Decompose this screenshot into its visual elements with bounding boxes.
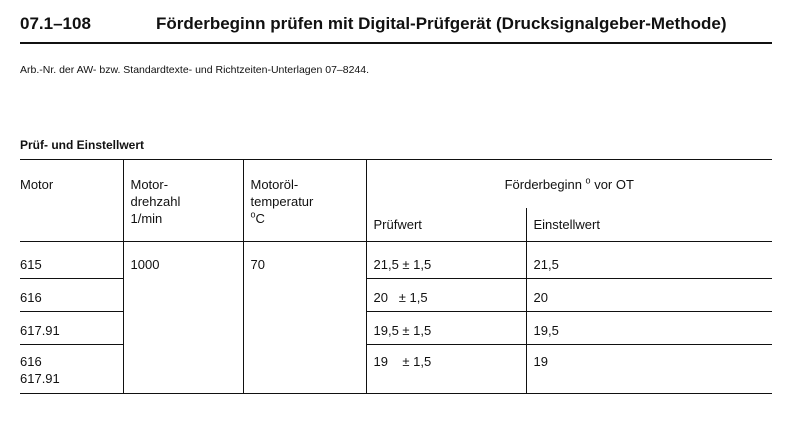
header-drehzahl-unit: 1/min <box>130 211 163 226</box>
pruefwert-value: 19 ± 1,5 <box>373 354 432 369</box>
temperatur-value: 70 <box>250 257 265 272</box>
motor-value: 615 <box>20 257 42 272</box>
header-group-degree: o <box>585 175 591 186</box>
cell-einstellwert <box>526 279 772 312</box>
header-temperatur <box>243 160 366 242</box>
cell-drehzahl <box>123 242 243 394</box>
header-drehzahl-line2: drehzahl <box>130 194 181 209</box>
einstellwert-value: 20 <box>533 290 548 305</box>
cell-motor <box>20 312 123 345</box>
header-temp-degree: o <box>250 209 256 220</box>
motor-value: 617.91 <box>20 323 60 338</box>
document-title: Förderbeginn prüfen mit Digital-Prüfgerät (Drucksignalgeber-Methode) <box>156 14 727 33</box>
section-heading: Prüf- und Einstellwert <box>20 138 145 152</box>
document-header <box>20 14 772 44</box>
cell-pruefwert <box>366 312 526 345</box>
header-foerderbeginn-group <box>366 160 772 209</box>
header-motor <box>20 160 123 242</box>
table-header-row <box>20 160 772 209</box>
header-group-label: Förderbeginn <box>504 177 582 192</box>
cell-motor <box>20 345 123 394</box>
header-einstellwert <box>526 208 772 242</box>
cell-motor <box>20 242 123 279</box>
motor-value-secondary: 617.91 <box>20 371 60 386</box>
header-temp-unit <box>251 210 366 227</box>
motor-value: 616 <box>20 290 42 305</box>
header-group-suffix: vor OT <box>594 177 634 192</box>
motor-value: 616 <box>20 354 42 369</box>
spec-table <box>20 159 772 394</box>
einstellwert-value: 19 <box>533 354 548 369</box>
spec-table-container <box>20 159 772 394</box>
header-temp-line1: Motoröl- <box>250 177 299 192</box>
cell-pruefwert <box>366 242 526 279</box>
header-einstellwert-label: Einstellwert <box>533 217 600 232</box>
drehzahl-value: 1000 <box>130 257 160 272</box>
header-pruefwert <box>366 208 526 242</box>
cell-motor <box>20 279 123 312</box>
cell-pruefwert <box>366 345 526 394</box>
header-drehzahl <box>123 160 243 242</box>
pruefwert-value: 21,5 ± 1,5 <box>373 257 432 272</box>
document-number: 07.1–108 <box>20 14 91 33</box>
cell-einstellwert <box>526 345 772 394</box>
cell-einstellwert <box>526 312 772 345</box>
pruefwert-value: 19,5 ± 1,5 <box>373 323 432 338</box>
header-motor-label: Motor <box>20 177 54 192</box>
header-drehzahl-line1: Motor- <box>130 177 169 192</box>
header-temp-line2: temperatur <box>250 194 314 209</box>
einstellwert-value: 21,5 <box>533 257 559 272</box>
pruefwert-value: 20 ± 1,5 <box>373 290 428 305</box>
cell-temperatur <box>243 242 366 394</box>
work-number-note: Arb.-Nr. der AW- bzw. Standardtexte- und Richtzeiten-Unterlagen 07–8244. <box>20 64 370 76</box>
header-temp-unit-letter: C <box>255 211 265 226</box>
table-row <box>20 242 772 279</box>
header-pruefwert-label: Prüfwert <box>373 217 422 232</box>
einstellwert-value: 19,5 <box>533 323 559 338</box>
cell-pruefwert <box>366 279 526 312</box>
cell-einstellwert <box>526 242 772 279</box>
